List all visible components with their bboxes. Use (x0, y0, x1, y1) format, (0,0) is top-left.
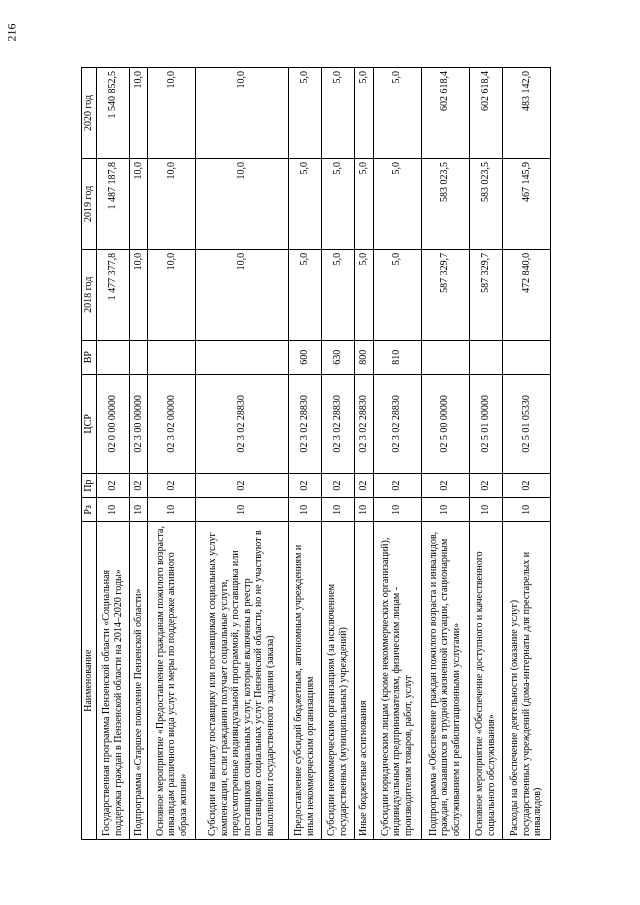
cell-2018: 587 329,7 (469, 249, 502, 340)
cell-pr: 02 (421, 474, 469, 498)
cell-2018: 5,0 (373, 249, 421, 340)
cell-2020: 5,0 (288, 68, 321, 159)
cell-rz: 10 (96, 498, 129, 522)
rotated-page-content (81, 67, 551, 840)
cell-vr: 600 (288, 340, 321, 374)
cell-2018: 587 329,7 (421, 249, 469, 340)
header-rz: Рз (82, 498, 97, 522)
cell-2019: 10,0 (196, 158, 288, 249)
cell-2020: 10,0 (196, 68, 288, 159)
table-row (469, 68, 502, 840)
cell-vr (502, 340, 550, 374)
cell-2018: 5,0 (288, 249, 321, 340)
header-name: Наименование (82, 522, 97, 840)
cell-csr: 02 0 00 00000 (96, 374, 129, 473)
cell-name: Иные бюджетные ассигнования (355, 522, 374, 840)
table-row (96, 68, 129, 840)
cell-pr: 02 (288, 474, 321, 498)
cell-2020: 602 618,4 (469, 68, 502, 159)
budget-table (81, 67, 551, 840)
cell-2019: 467 145,9 (502, 158, 550, 249)
cell-csr: 02 3 00 00000 (129, 374, 148, 473)
header-csr: ЦСР (82, 374, 97, 473)
cell-2019: 1 487 187,8 (96, 158, 129, 249)
cell-2019: 5,0 (288, 158, 321, 249)
cell-csr: 02 3 02 28830 (373, 374, 421, 473)
cell-name: Государственная программа Пензенской области «Социальная поддержка граждан в Пензенской области на 2014–2020 годы» (96, 522, 129, 840)
header-pr: Пр (82, 474, 97, 498)
cell-rz: 10 (321, 498, 354, 522)
cell-csr: 02 5 01 00000 (469, 374, 502, 473)
table-row (129, 68, 148, 840)
cell-rz: 10 (373, 498, 421, 522)
cell-name: Подпрограмма «Обеспечение граждан пожилого возраста и инвалидов, граждан, оказавшихся в трудной жизненной ситуации, стационарным обслуживанием и реабилитационными услугами» (421, 522, 469, 840)
cell-vr (469, 340, 502, 374)
table-row (355, 68, 374, 840)
cell-2018: 1 477 377,8 (96, 249, 129, 340)
cell-vr (196, 340, 288, 374)
cell-rz: 10 (288, 498, 321, 522)
cell-2019: 5,0 (355, 158, 374, 249)
cell-2018: 5,0 (321, 249, 354, 340)
table-header-row (82, 68, 97, 840)
cell-2020: 602 618,4 (421, 68, 469, 159)
cell-pr: 02 (373, 474, 421, 498)
cell-name: Основное мероприятие «Обеспечение доступного и качественного социального обслуживания» (469, 522, 502, 840)
table-row (502, 68, 550, 840)
cell-pr: 02 (355, 474, 374, 498)
cell-csr: 02 5 01 05330 (502, 374, 550, 473)
cell-2018: 5,0 (355, 249, 374, 340)
cell-name: Предоставление субсидий бюджетным, автономным учреждениям и иным некоммерческим организациям (288, 522, 321, 840)
cell-2018: 472 840,0 (502, 249, 550, 340)
cell-name: Субсидии на выплату поставщику или поставщикам социальных услуг компенсации, если гражданин получает социальные услуги, предусмотренные индивидуальной программой, у поставщика или поставщиков социальных услуг, которые включены в реестр поставщиков социальных услуг Пензенской области, но не участвуют в выполнении государственного задания (заказа) (196, 522, 288, 840)
cell-csr: 02 3 02 28830 (196, 374, 288, 473)
table-row (196, 68, 288, 840)
header-vr: ВР (82, 340, 97, 374)
page-number: 216 (4, 23, 19, 42)
header-2020: 2020 год (82, 68, 97, 159)
cell-2018: 10,0 (129, 249, 148, 340)
cell-rz: 10 (502, 498, 550, 522)
cell-vr: 630 (321, 340, 354, 374)
table-row (421, 68, 469, 840)
cell-rz: 10 (196, 498, 288, 522)
header-2018: 2018 год (82, 249, 97, 340)
cell-2020: 10,0 (148, 68, 196, 159)
cell-vr (148, 340, 196, 374)
cell-vr (96, 340, 129, 374)
cell-csr: 02 3 02 28830 (355, 374, 374, 473)
cell-2018: 10,0 (196, 249, 288, 340)
cell-rz: 10 (469, 498, 502, 522)
cell-pr: 02 (502, 474, 550, 498)
cell-2020: 5,0 (373, 68, 421, 159)
cell-2020: 5,0 (355, 68, 374, 159)
cell-vr (129, 340, 148, 374)
cell-rz: 10 (148, 498, 196, 522)
cell-name: Субсидии некоммерческим организациям (за исключением государственных (муниципальных) учреждений) (321, 522, 354, 840)
cell-2019: 583 023,5 (469, 158, 502, 249)
cell-2018: 10,0 (148, 249, 196, 340)
cell-rz: 10 (355, 498, 374, 522)
cell-vr (421, 340, 469, 374)
cell-2020: 5,0 (321, 68, 354, 159)
cell-csr: 02 3 02 00000 (148, 374, 196, 473)
cell-name: Расходы на обеспечение деятельности (оказание услуг) государственных учреждений (дома-интернаты для престарелых и инвалидов) (502, 522, 550, 840)
table-row (373, 68, 421, 840)
cell-2019: 583 023,5 (421, 158, 469, 249)
cell-vr: 800 (355, 340, 374, 374)
cell-pr: 02 (129, 474, 148, 498)
cell-pr: 02 (148, 474, 196, 498)
table-row (288, 68, 321, 840)
cell-name: Подпрограмма «Старшее поколение Пензенской области» (129, 522, 148, 840)
cell-2020: 10,0 (129, 68, 148, 159)
cell-2019: 5,0 (321, 158, 354, 249)
cell-pr: 02 (321, 474, 354, 498)
table-row (321, 68, 354, 840)
cell-vr: 810 (373, 340, 421, 374)
cell-2019: 10,0 (148, 158, 196, 249)
cell-pr: 02 (196, 474, 288, 498)
cell-rz: 10 (129, 498, 148, 522)
cell-csr: 02 3 02 28830 (288, 374, 321, 473)
cell-2019: 10,0 (129, 158, 148, 249)
cell-2020: 483 142,0 (502, 68, 550, 159)
header-2019: 2019 год (82, 158, 97, 249)
cell-rz: 10 (421, 498, 469, 522)
cell-name: Субсидии юридическим лицам (кроме некоммерческих организаций), индивидуальным предпринимателям, физическим лицам - производителям товаров, работ, услуг (373, 522, 421, 840)
table-row (148, 68, 196, 840)
cell-csr: 02 5 00 00000 (421, 374, 469, 473)
cell-csr: 02 3 02 28830 (321, 374, 354, 473)
cell-2019: 5,0 (373, 158, 421, 249)
cell-pr: 02 (469, 474, 502, 498)
cell-pr: 02 (96, 474, 129, 498)
cell-2020: 1 540 852,5 (96, 68, 129, 159)
cell-name: Основное мероприятие «Предоставление гражданам пожилого возраста, инвалидам различного вида услуг и меры по поддержке активного образа жизни» (148, 522, 196, 840)
